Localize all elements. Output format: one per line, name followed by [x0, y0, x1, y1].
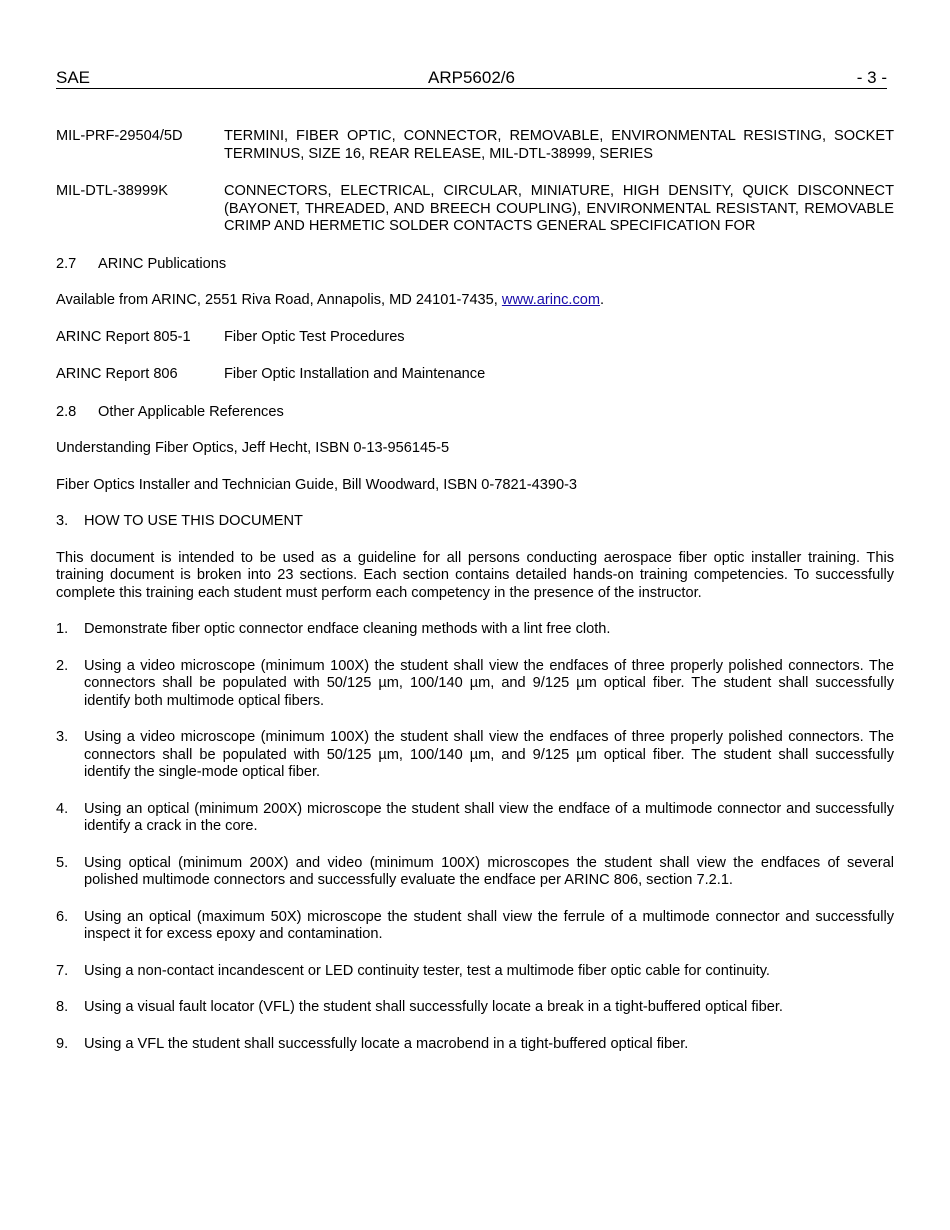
item-number: 4. [56, 800, 69, 817]
item-text: Using a video microscope (minimum 100X) the student shall view the endfaces of three properly polished connectors. The connectors shall be populated with 50/125 µm, 100/140 µm, and 9/125 µm optical fiber. The student shall successfully identify the single-mode optical fiber. [84, 729, 894, 780]
other-reference: Fiber Optics Installer and Technician Guide, Bill Woodward, ISBN 0-7821-4390-3 [56, 476, 578, 493]
item-number: 2. [56, 657, 69, 674]
item-number: 6. [56, 908, 69, 925]
reference-code: ARINC Report 805-1 [56, 328, 191, 345]
section-title: Other Applicable References [98, 403, 284, 420]
list-item [56, 729, 894, 782]
section-number: 3. [56, 513, 69, 529]
list-item [56, 855, 894, 890]
list-item [56, 658, 894, 711]
section-title: HOW TO USE THIS DOCUMENT [84, 513, 303, 529]
item-text: Using optical (minimum 200X) and video (minimum 100X) microscopes the student shall view the endfaces of several polished multimode connectors and successfully evaluate the endface per ARINC 806, section 7.2.1. [84, 854, 894, 888]
mil-reference [56, 128, 894, 163]
section-number: 2.7 [56, 255, 77, 272]
availability-period: . [600, 292, 605, 308]
section-heading-2-8 [56, 404, 894, 422]
section-heading-3 [56, 513, 894, 531]
mil-reference [56, 183, 894, 236]
availability-text: Available from ARINC, 2551 Riva Road, Annapolis, MD 24101-7435, [56, 292, 502, 308]
item-number: 7. [56, 962, 69, 979]
list-item [56, 963, 894, 981]
list-item [56, 621, 894, 639]
arinc-website-link[interactable]: www.arinc.com [501, 292, 601, 308]
page-content [56, 128, 894, 1072]
item-text: Using a video microscope (minimum 100X) the student shall view the endfaces of three properly polished connectors. The connectors shall be populated with 50/125 µm, 100/140 µm, and 9/125 µm optical fiber. The student shall successfully identify both multimode optical fibers. [84, 657, 894, 709]
header-doc-number: ARP5602/6 [428, 68, 515, 87]
section-intro-paragraph: This document is intended to be used as a guideline for all persons conducting aerospace fiber optic installer training. This training document is broken into 23 sections. Each section contains detailed hands-on training competencies. To successfully complete this training each student must perform each competency in the presence of the instructor. [56, 549, 894, 601]
item-number: 1. [56, 621, 69, 637]
list-item [56, 909, 894, 944]
reference-description: CONNECTORS, ELECTRICAL, CIRCULAR, MINIATURE, HIGH DENSITY, QUICK DISCONNECT (BAYONET, THREADED, AND BREECH COUPLING), ENVIRONMENTAL RESISTANT, REMOVABLE CRIMP AND HERMETIC SOLDER CONTACTS GENERAL SPECIFICATION FOR [224, 183, 894, 234]
reference-code: MIL-PRF-29504/5D [56, 128, 183, 144]
arinc-availability [56, 292, 894, 310]
item-text: Using an optical (maximum 50X) microscope the student shall view the ferrule of a multimode connector and successfully inspect it for excess epoxy and contamination. [84, 908, 894, 942]
item-text: Demonstrate fiber optic connector endface cleaning methods with a lint free cloth. [84, 621, 611, 637]
item-text: Using a VFL the student shall successfully locate a macrobend in a tight-buffered optical fiber. [84, 1035, 689, 1052]
arinc-reference [56, 366, 894, 384]
section-number: 2.8 [56, 403, 77, 420]
competency-list [56, 621, 894, 1053]
item-text: Using an optical (minimum 200X) microscope the student shall view the endface of a multimode connector and successfully identify a crack in the core. [84, 800, 894, 834]
reference-code: ARINC Report 806 [56, 366, 178, 382]
reference-description: TERMINI, FIBER OPTIC, CONNECTOR, REMOVABLE, ENVIRONMENTAL RESISTING, SOCKET TERMINUS, SIZE 16, REAR RELEASE, MIL-DTL-38999, SERIES [224, 128, 894, 162]
header-org: SAE [56, 68, 91, 87]
list-item [56, 1036, 894, 1054]
page-header [56, 68, 887, 89]
section-title: ARINC Publications [98, 255, 227, 272]
reference-description: Fiber Optic Test Procedures [224, 328, 405, 345]
list-item [56, 999, 894, 1017]
reference-description: Fiber Optic Installation and Maintenance [224, 366, 486, 382]
item-number: 8. [56, 999, 69, 1015]
list-item [56, 801, 894, 836]
header-page-number: - 3 - [856, 68, 887, 87]
section-heading-2-7 [56, 256, 894, 274]
reference-code: MIL-DTL-38999K [56, 183, 168, 199]
item-text: Using a non-contact incandescent or LED continuity tester, test a multimode fiber optic cable for continuity. [84, 962, 770, 979]
item-text: Using a visual fault locator (VFL) the student shall successfully locate a break in a tight-buffered optical fiber. [84, 999, 783, 1015]
item-number: 9. [56, 1035, 69, 1052]
other-reference: Understanding Fiber Optics, Jeff Hecht, ISBN 0-13-956145-5 [56, 440, 450, 456]
item-number: 5. [56, 854, 69, 871]
arinc-reference [56, 329, 894, 347]
item-number: 3. [56, 729, 69, 745]
